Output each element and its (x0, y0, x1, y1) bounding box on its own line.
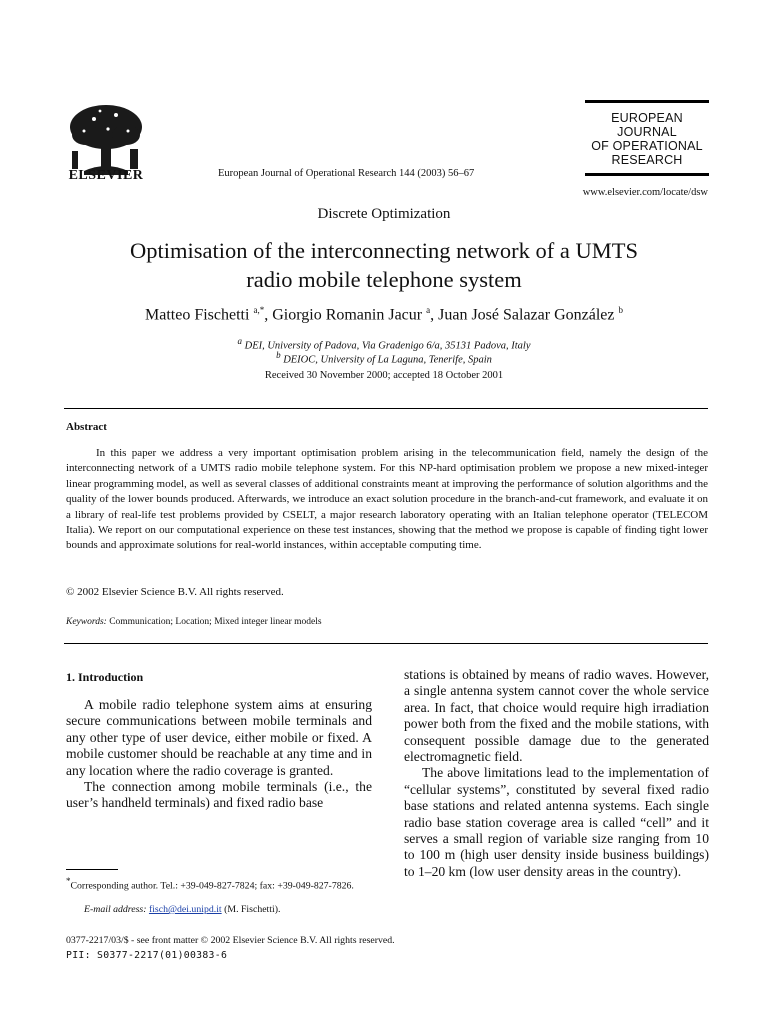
journal-title-line: OF OPERATIONAL (591, 139, 703, 153)
footnote-email (84, 903, 376, 917)
author-affiliation-mark: a,* (253, 305, 265, 315)
author-name: Matteo Fischetti (145, 306, 250, 324)
section-label: Discrete Optimization (317, 206, 451, 222)
affiliation-text: DEI, University of Padova, Via Gradenigo 6/a, 35131 Padova, Italy (244, 340, 531, 352)
footnote-text: Corresponding author. Tel.: +39-049-827-7824; fax: +39-049-827-7826. (70, 880, 354, 892)
footnote-rule (66, 869, 118, 870)
affiliation-text: DEIOC, University of La Laguna, Tenerife, Spain (283, 354, 492, 366)
divider (64, 408, 708, 409)
paragraph: The connection among mobile terminals (i.e., the user’s handheld terminals) and fixed radio base (66, 779, 372, 811)
publisher-name: ELSEVIER (68, 168, 144, 183)
affiliation (0, 350, 768, 366)
keywords-text: Communication; Location; Mixed integer linear models (109, 617, 322, 627)
author-affiliation-mark: b (618, 305, 623, 315)
title-line: Optimisation of the interconnecting network of a UMTS (129, 238, 639, 263)
abstract-heading: Abstract (66, 421, 107, 433)
left-column (66, 697, 372, 812)
footnote-mark: * (66, 876, 71, 886)
divider (64, 643, 708, 644)
keywords-label: Keywords: (66, 617, 107, 627)
footnote-corresponding (66, 874, 376, 893)
journal-title-line: RESEARCH (611, 153, 683, 167)
title-line: radio mobile telephone system (246, 267, 522, 292)
journal-title-line: EUROPEAN (611, 111, 683, 125)
author-name: Juan José Salazar González (438, 306, 615, 324)
pii: PII: S0377-2217(01)00383-6 (66, 950, 228, 961)
journal-url[interactable]: www.elsevier.com/locate/dsw (582, 187, 708, 198)
paragraph: stations is obtained by means of radio waves. However, a single antenna system cannot cover the whole service area. In fact, that choice would require high irradiation power both from the fixed and the mobile stations, with consequent possible damage due to the generated electromagnetic field. (404, 667, 709, 765)
journal-title-block (585, 100, 709, 176)
abstract-text: In this paper we address a very important optimisation problem arising in the telecommunication field, namely the design of the interconnecting network of a UMTS radio mobile telephone system. For this NP-hard optimisation problem we propose a new mixed-integer linear programming model, as well as several classes of additional constraints meant at improving the performance of solution algorithms and the quality of the lower bounds produced. Afterwards, we introduce an exact solution procedure in the branch-and-cut framework, and evaluate it on a library of real-life test problems provided by CSELT, a major research laboratory operating with an Italian telephone operator (TELECOM Italia). We report on our computational experience on these test instances, showing that the method we propose is capable of finding tight lower bounds and approximate solutions for real-world instances, within acceptable computing time. (66, 447, 708, 552)
section-heading: 1. Introduction (66, 670, 144, 684)
journal-reference: European Journal of Operational Research 144 (2003) 56–67 (218, 168, 475, 179)
author-list: Matteo Fischetti $^{a,*}$, Giorgio Romanin Jacur $^a$, Juan José Salazar González $^b$ (145, 305, 623, 324)
right-column (404, 667, 709, 880)
keywords (66, 617, 322, 627)
email-suffix: (M. Fischetti). (224, 904, 281, 915)
affiliation-mark: a (237, 336, 242, 346)
author-affiliation-mark: a (426, 305, 431, 315)
author-name: Giorgio Romanin Jacur (272, 306, 423, 324)
paragraph: A mobile radio telephone system aims at ensuring secure communications between mobile terminals and any other type of user device, either mobile or fixed. A mobile customer should be reachable at any time and in any location where the radio coverage is granted. (66, 697, 372, 778)
front-matter: 0377-2217/03/$ - see front matter © 2002 Elsevier Science B.V. All rights reserved. (66, 935, 395, 946)
article-title (40, 236, 728, 294)
paragraph: The above limitations lead to the implementation of “cellular systems”, constituted by several fixed radio base stations and related antenna systems. Each single radio base station coverage area is called “cell” and it serves a small region of variable size ranging from 10 to 100 m (high user density inside business buildings) to 1–20 km (low user density areas in the country). (404, 765, 709, 879)
email-label: E-mail address: (84, 904, 147, 915)
email-link[interactable]: fisch@dei.unipd.it (148, 904, 222, 915)
received-dates: Received 30 November 2000; accepted 18 October 2001 (264, 370, 504, 381)
affiliation-mark: b (276, 350, 281, 360)
abstract-copyright: © 2002 Elsevier Science B.V. All rights reserved. (66, 586, 284, 598)
journal-title-line: JOURNAL (617, 125, 677, 139)
